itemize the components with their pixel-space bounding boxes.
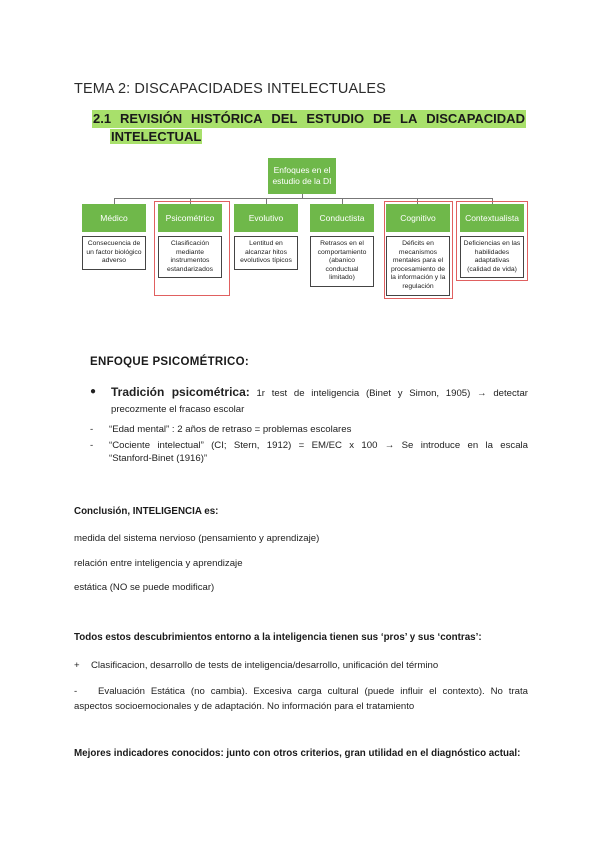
bullet-text: 1r test de inteligencia (Binet y Simon, 1905) → detectar [256, 388, 528, 399]
section-heading [92, 110, 526, 146]
bullet-tradicion [90, 384, 528, 418]
category-psicometrico-desc: Clasificación mediante instrumentos estandarizados [158, 236, 222, 278]
dash-marker: - [90, 424, 94, 435]
dash-cociente [90, 439, 528, 465]
section-word: DISCAPACIDAD [426, 111, 525, 126]
document-title: TEMA 2: DISCAPACIDADES INTELECTUALES [74, 81, 386, 97]
section-word: DE [373, 111, 392, 126]
minus-marker: - [74, 686, 78, 697]
conclusion-line: relación entre inteligencia y aprendizaje [74, 558, 243, 569]
contras-item [74, 684, 528, 714]
category-conductista: Conductista [310, 204, 374, 232]
enfoque-heading: ENFOQUE PSICOMÉTRICO: [90, 356, 250, 368]
contras-text-line1: Evaluación Estática (no cambia). Excesiva carga cultural (puede influir el contexto). No trata [98, 686, 528, 697]
section-word: LA [400, 111, 418, 126]
section-word: 2.1 [93, 111, 112, 126]
conclusion-line: medida del sistema nervioso (pensamiento y aprendizaje) [74, 533, 320, 544]
dash-text: “Edad mental” : 2 años de retraso = problemas escolares [109, 424, 352, 435]
category-conductista-desc: Retrasos en el comportamiento (abanico conductual limitado) [310, 236, 374, 287]
bullet-line1 [90, 384, 528, 402]
dash-edad-mental [90, 423, 528, 436]
category-contextualista-desc: Deficiencias en las habilidades adaptativas (calidad de vida) [460, 236, 524, 278]
category-medico: Médico [82, 204, 146, 232]
conclusion-line: estática (NO se puede modificar) [74, 582, 215, 593]
section-heading-line1 [92, 110, 526, 128]
mejores-heading: Mejores indicadores conocidos: junto con otros criterios, gran utilidad en el diagnóstico actual: [74, 748, 521, 759]
dash-marker: - [90, 440, 94, 451]
bullet-dot-icon: ● [90, 386, 97, 397]
dash-text-line2: “Stanford-Binet (1916)” [109, 453, 208, 464]
pros-text: Clasificacion, desarrollo de tests de inteligencia/desarrollo, unificación del término [91, 660, 439, 671]
category-contextualista: Contextualista [460, 204, 524, 232]
section-word: DEL [271, 111, 298, 126]
bullet-line2: precozmente el fracaso escolar [111, 404, 245, 415]
section-word: HISTÓRICA [191, 111, 263, 126]
section-heading-line2 [92, 128, 526, 146]
category-medico-desc: Consecuencia de un factor biológico adverso [82, 236, 146, 270]
category-cognitivo: Cognitivo [386, 204, 450, 232]
connector-horizontal [114, 198, 492, 199]
plus-marker: + [74, 660, 80, 671]
category-cognitivo-desc: Déficits en mecanismos mentales para el procesamiento de la información y la regulación [386, 236, 450, 296]
category-psicometrico: Psicométrico [158, 204, 222, 232]
section-word: ESTUDIO [306, 111, 365, 126]
category-evolutivo-desc: Lentitud en alcanzar hitos evolutivos típicos [234, 236, 298, 270]
proscontras-heading: Todos estos descubrimientos entorno a la inteligencia tienen sus ‘pros’ y sus ‘contras’: [74, 632, 482, 643]
approaches-diagram [82, 158, 528, 310]
dash-text-line1: “Cociente intelectual” (CI; Stern, 1912) = EM/EC x 100 → Se introduce en la escala [109, 440, 528, 451]
pros-item [74, 660, 528, 671]
conclusion-heading: Conclusión, INTELIGENCIA es: [74, 506, 219, 517]
section-word: INTELECTUAL [111, 129, 202, 144]
bullet-label: Tradición psicométrica: [111, 385, 250, 399]
contras-text-line2: aspectos socioemocionales y de adaptación. No información para el tratamiento [74, 701, 415, 712]
diagram-root-node: Enfoques en el estudio de la DI [268, 158, 336, 194]
category-evolutivo: Evolutivo [234, 204, 298, 232]
section-word: REVISIÓN [119, 111, 183, 126]
